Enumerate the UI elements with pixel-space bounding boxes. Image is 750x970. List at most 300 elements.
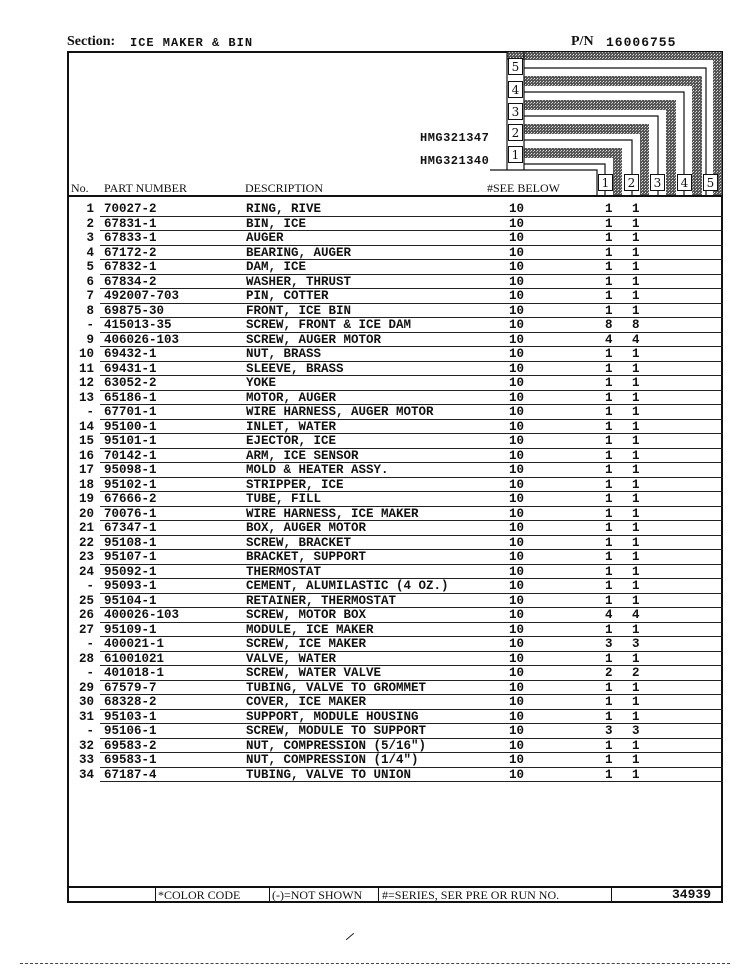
table-row — [70, 681, 723, 696]
row-part-number: 67579-7 — [104, 680, 157, 695]
row-description: STRIPPER, ICE — [246, 477, 344, 492]
row-qty-series-1: 1 — [605, 593, 613, 608]
row-see-below: 10 — [509, 608, 525, 622]
row-part-number: 400026-103 — [104, 608, 180, 622]
row-description: SCREW, WATER VALVE — [246, 666, 382, 680]
row-part-number: 70076-1 — [104, 506, 157, 521]
table-row — [70, 478, 723, 493]
table-row — [70, 652, 723, 667]
row-qty-series-1: 1 — [605, 231, 613, 245]
row-part-number: 67834-2 — [104, 274, 157, 289]
row-qty-series-2: 1 — [632, 463, 640, 477]
row-qty-series-2: 1 — [632, 622, 640, 637]
row-see-below: 10 — [509, 405, 525, 419]
row-part-number: 95092-1 — [104, 564, 157, 579]
table-row — [70, 637, 723, 652]
series-box-left-3: 3 — [508, 103, 523, 120]
row-qty-series-1: 1 — [605, 434, 613, 448]
footer-page-number: 34939 — [672, 887, 712, 902]
row-part-number: 95106-1 — [104, 724, 157, 738]
row-description: PIN, COTTER — [246, 289, 329, 303]
scan-bottom-edge — [20, 963, 730, 964]
row-qty-series-1: 1 — [605, 477, 613, 492]
row-item-number: 12 — [78, 376, 94, 390]
row-description: RING, RIVE — [246, 202, 322, 216]
parts-table — [70, 202, 723, 782]
row-description: NUT, COMPRESSION (5/16") — [246, 738, 427, 753]
table-row — [70, 347, 723, 362]
table-row — [70, 362, 723, 377]
row-qty-series-1: 1 — [605, 753, 613, 767]
row-item-number: 24 — [78, 564, 94, 579]
row-qty-series-2: 1 — [632, 738, 640, 753]
row-item-number: 13 — [78, 390, 94, 405]
row-item-number: 16 — [78, 448, 94, 463]
row-qty-series-1: 8 — [605, 318, 613, 332]
row-see-below: 10 — [509, 448, 525, 463]
table-row — [70, 579, 723, 594]
row-item-number: 28 — [78, 651, 94, 666]
row-item-number: 30 — [78, 695, 94, 709]
row-part-number: 68328-2 — [104, 695, 157, 709]
footer-divider-3 — [378, 888, 379, 903]
row-description: SCREW, MOTOR BOX — [246, 608, 367, 622]
row-see-below: 10 — [509, 303, 525, 318]
row-item-number: 2 — [86, 216, 94, 231]
row-qty-series-2: 1 — [632, 550, 640, 564]
row-description: RETAINER, THERMOSTAT — [246, 593, 397, 608]
row-part-number: 95103-1 — [104, 709, 157, 724]
series-box-left-1: 1 — [508, 146, 523, 163]
series-key-graphic — [0, 0, 750, 200]
row-part-number: 415013-35 — [104, 318, 172, 332]
model-number-1: HMG321347 — [420, 131, 490, 145]
row-description: SCREW, BRACKET — [246, 535, 352, 550]
row-description: COVER, ICE MAKER — [246, 695, 367, 709]
row-item-number: - — [86, 318, 94, 332]
table-row — [70, 202, 723, 217]
section-value: ICE MAKER & BIN — [130, 36, 254, 50]
table-row — [70, 724, 723, 739]
row-qty-series-2: 1 — [632, 506, 640, 521]
table-row — [70, 753, 723, 768]
row-qty-series-1: 4 — [605, 332, 613, 347]
row-description: BOX, AUGER MOTOR — [246, 521, 367, 535]
row-see-below: 10 — [509, 463, 525, 477]
row-qty-series-1: 3 — [605, 724, 613, 738]
row-qty-series-1: 1 — [605, 260, 613, 274]
table-row — [70, 449, 723, 464]
row-see-below: 10 — [509, 564, 525, 579]
row-part-number: 67701-1 — [104, 405, 157, 419]
row-qty-series-1: 1 — [605, 579, 613, 593]
row-qty-series-2: 1 — [632, 535, 640, 550]
series-box-left-2: 2 — [508, 124, 523, 141]
row-see-below: 10 — [509, 651, 525, 666]
row-part-number: 400021-1 — [104, 637, 165, 651]
row-qty-series-1: 4 — [605, 608, 613, 622]
row-description: SCREW, MODULE TO SUPPORT — [246, 724, 427, 738]
row-part-number: 70027-2 — [104, 202, 157, 216]
row-description: BRACKET, SUPPORT — [246, 550, 367, 564]
series-box-bottom-2: 2 — [624, 174, 639, 191]
row-qty-series-1: 1 — [605, 564, 613, 579]
row-part-number: 70142-1 — [104, 448, 157, 463]
row-description: WIRE HARNESS, AUGER MOTOR — [246, 405, 434, 419]
row-qty-series-1: 1 — [605, 463, 613, 477]
row-item-number: - — [86, 724, 94, 738]
row-part-number: 63052-2 — [104, 376, 157, 390]
table-row — [70, 376, 723, 391]
table-row — [70, 391, 723, 406]
row-item-number: 10 — [78, 347, 94, 361]
row-qty-series-2: 1 — [632, 492, 640, 506]
row-see-below: 10 — [509, 347, 525, 361]
series-box-left-5: 5 — [508, 58, 523, 75]
row-qty-series-2: 1 — [632, 579, 640, 593]
row-part-number: 69583-2 — [104, 738, 157, 753]
footer-color-code: *COLOR CODE — [158, 888, 241, 902]
row-description: EJECTOR, ICE — [246, 434, 337, 448]
row-part-number: 67347-1 — [104, 521, 157, 535]
row-description: VALVE, WATER — [246, 651, 337, 666]
row-description: SCREW, FRONT & ICE DAM — [246, 318, 412, 332]
row-description: TUBING, VALVE TO GROMMET — [246, 680, 427, 695]
table-row — [70, 318, 723, 333]
row-item-number: 14 — [78, 419, 94, 434]
row-qty-series-1: 1 — [605, 738, 613, 753]
table-row — [70, 492, 723, 507]
row-description: FRONT, ICE BIN — [246, 303, 352, 318]
row-qty-series-1: 1 — [605, 202, 613, 216]
row-part-number: 67832-1 — [104, 260, 157, 274]
row-item-number: 32 — [78, 738, 94, 753]
row-see-below: 10 — [509, 709, 525, 724]
table-row — [70, 231, 723, 246]
row-see-below: 10 — [509, 695, 525, 709]
footer-not-shown: (-)=NOT SHOWN — [272, 888, 363, 902]
table-row — [70, 739, 723, 754]
row-see-below: 10 — [509, 231, 525, 245]
table-row — [70, 507, 723, 522]
row-description: AUGER — [246, 231, 284, 245]
table-row — [70, 536, 723, 551]
row-see-below: 10 — [509, 579, 525, 593]
row-item-number: 5 — [86, 260, 94, 274]
table-row — [70, 217, 723, 232]
row-qty-series-1: 1 — [605, 361, 613, 376]
table-row — [70, 768, 723, 783]
row-qty-series-2: 1 — [632, 274, 640, 289]
row-description: MOLD & HEATER ASSY. — [246, 463, 389, 477]
row-see-below: 10 — [509, 318, 525, 332]
row-qty-series-2: 1 — [632, 695, 640, 709]
row-qty-series-2: 3 — [632, 637, 640, 651]
row-description: ARM, ICE SENSOR — [246, 448, 359, 463]
table-row — [70, 521, 723, 536]
row-description: SCREW, AUGER MOTOR — [246, 332, 382, 347]
row-qty-series-2: 1 — [632, 709, 640, 724]
table-row — [70, 623, 723, 638]
row-item-number: 23 — [78, 550, 94, 564]
row-qty-series-2: 3 — [632, 724, 640, 738]
row-item-number: 7 — [86, 289, 94, 303]
pn-value: 16006755 — [606, 35, 677, 50]
row-qty-series-2: 1 — [632, 361, 640, 376]
row-qty-series-2: 1 — [632, 245, 640, 260]
row-qty-series-1: 1 — [605, 376, 613, 390]
row-qty-series-1: 1 — [605, 419, 613, 434]
row-see-below: 10 — [509, 216, 525, 231]
row-item-number: 25 — [78, 593, 94, 608]
row-see-below: 10 — [509, 376, 525, 390]
row-part-number: 67666-2 — [104, 492, 157, 506]
table-row — [70, 420, 723, 435]
row-qty-series-1: 1 — [605, 448, 613, 463]
row-item-number: 15 — [78, 434, 94, 448]
footer-divider-4 — [611, 888, 612, 903]
row-part-number: 67831-1 — [104, 216, 157, 231]
row-qty-series-2: 1 — [632, 347, 640, 361]
series-box-bottom-4: 4 — [677, 174, 692, 191]
row-see-below: 10 — [509, 477, 525, 492]
row-description: DAM, ICE — [246, 260, 307, 274]
row-qty-series-2: 1 — [632, 521, 640, 535]
row-qty-series-2: 1 — [632, 390, 640, 405]
row-see-below: 10 — [509, 245, 525, 260]
row-see-below: 10 — [509, 390, 525, 405]
row-part-number: 67172-2 — [104, 245, 157, 260]
row-item-number: 33 — [78, 753, 94, 767]
row-qty-series-1: 3 — [605, 637, 613, 651]
row-qty-series-2: 1 — [632, 434, 640, 448]
row-see-below: 10 — [509, 506, 525, 521]
row-part-number: 95101-1 — [104, 434, 157, 448]
row-description: WIRE HARNESS, ICE MAKER — [246, 506, 419, 521]
row-see-below: 10 — [509, 550, 525, 564]
table-row — [70, 550, 723, 565]
table-row — [70, 666, 723, 681]
row-item-number: - — [86, 405, 94, 419]
row-see-below: 10 — [509, 637, 525, 651]
row-part-number: 492007-703 — [104, 289, 180, 303]
scan-mark — [346, 933, 354, 940]
row-qty-series-2: 1 — [632, 477, 640, 492]
row-qty-series-2: 1 — [632, 405, 640, 419]
row-description: SCREW, ICE MAKER — [246, 637, 367, 651]
row-qty-series-1: 1 — [605, 550, 613, 564]
row-qty-series-2: 1 — [632, 231, 640, 245]
row-item-number: 6 — [86, 274, 94, 289]
row-qty-series-1: 1 — [605, 767, 613, 782]
row-part-number: 95108-1 — [104, 535, 157, 550]
row-see-below: 10 — [509, 274, 525, 289]
row-part-number: 67187-4 — [104, 767, 157, 782]
row-qty-series-2: 4 — [632, 608, 640, 622]
row-qty-series-2: 1 — [632, 564, 640, 579]
row-item-number: 11 — [78, 361, 94, 376]
row-part-number: 95109-1 — [104, 622, 157, 637]
row-qty-series-1: 2 — [605, 666, 613, 680]
footer-series-note: #=SERIES, SER PRE OR RUN NO. — [382, 888, 560, 902]
row-see-below: 10 — [509, 622, 525, 637]
row-part-number: 69432-1 — [104, 347, 157, 361]
row-qty-series-1: 1 — [605, 695, 613, 709]
row-description: THERMOSTAT — [246, 564, 322, 579]
row-description: MOTOR, AUGER — [246, 390, 337, 405]
row-description: BEARING, AUGER — [246, 245, 352, 260]
row-part-number: 61001021 — [104, 651, 165, 666]
row-item-number: 21 — [78, 521, 94, 535]
row-part-number: 67833-1 — [104, 231, 157, 245]
row-qty-series-1: 1 — [605, 535, 613, 550]
row-see-below: 10 — [509, 738, 525, 753]
row-rule — [100, 781, 723, 782]
column-header-description: DESCRIPTION — [245, 181, 324, 195]
row-description: TUBING, VALVE TO UNION — [246, 767, 412, 782]
row-see-below: 10 — [509, 521, 525, 535]
row-qty-series-1: 1 — [605, 390, 613, 405]
row-qty-series-1: 1 — [605, 651, 613, 666]
row-item-number: 22 — [78, 535, 94, 550]
row-see-below: 10 — [509, 593, 525, 608]
row-description: TUBE, FILL — [246, 492, 322, 506]
row-see-below: 10 — [509, 434, 525, 448]
row-description: YOKE — [246, 376, 277, 390]
row-qty-series-1: 1 — [605, 405, 613, 419]
row-part-number: 95100-1 — [104, 419, 157, 434]
row-qty-series-2: 1 — [632, 680, 640, 695]
series-box-bottom-3: 3 — [650, 174, 665, 191]
row-see-below: 10 — [509, 680, 525, 695]
row-item-number: - — [86, 579, 94, 593]
row-part-number: 69583-1 — [104, 753, 157, 767]
row-qty-series-1: 1 — [605, 521, 613, 535]
row-qty-series-1: 1 — [605, 216, 613, 231]
row-qty-series-1: 1 — [605, 492, 613, 506]
row-item-number: 8 — [86, 303, 94, 318]
row-qty-series-2: 1 — [632, 216, 640, 231]
row-part-number: 401018-1 — [104, 666, 165, 680]
row-item-number: - — [86, 637, 94, 651]
row-qty-series-2: 1 — [632, 303, 640, 318]
row-part-number: 69875-30 — [104, 303, 165, 318]
footer-divider-2 — [269, 888, 270, 903]
row-item-number: 29 — [78, 680, 94, 695]
table-row — [70, 333, 723, 348]
row-part-number: 95098-1 — [104, 463, 157, 477]
row-item-number: - — [86, 666, 94, 680]
row-description: SLEEVE, BRASS — [246, 361, 344, 376]
row-part-number: 95104-1 — [104, 593, 157, 608]
row-see-below: 10 — [509, 419, 525, 434]
row-part-number: 406026-103 — [104, 332, 180, 347]
row-item-number: 3 — [86, 231, 94, 245]
row-part-number: 95107-1 — [104, 550, 157, 564]
series-box-bottom-1: 1 — [598, 174, 613, 191]
row-qty-series-1: 1 — [605, 622, 613, 637]
footer-divider-1 — [155, 888, 156, 903]
row-qty-series-2: 1 — [632, 651, 640, 666]
row-qty-series-2: 1 — [632, 202, 640, 216]
row-description: WASHER, THRUST — [246, 274, 352, 289]
table-row — [70, 275, 723, 290]
table-row — [70, 246, 723, 261]
table-row — [70, 608, 723, 623]
row-description: NUT, BRASS — [246, 347, 322, 361]
table-row — [70, 565, 723, 580]
row-qty-series-2: 4 — [632, 332, 640, 347]
row-item-number: 9 — [86, 332, 94, 347]
table-row — [70, 434, 723, 449]
row-see-below: 10 — [509, 289, 525, 303]
row-see-below: 10 — [509, 666, 525, 680]
row-item-number: 18 — [78, 477, 94, 492]
row-see-below: 10 — [509, 260, 525, 274]
table-row — [70, 463, 723, 478]
row-item-number: 4 — [86, 245, 94, 260]
row-qty-series-2: 1 — [632, 260, 640, 274]
row-part-number: 95102-1 — [104, 477, 157, 492]
row-qty-series-1: 1 — [605, 303, 613, 318]
series-box-bottom-5: 5 — [703, 174, 718, 191]
row-description: BIN, ICE — [246, 216, 307, 231]
column-header-see-below: #SEE BELOW — [487, 181, 560, 195]
section-label: Section: — [67, 34, 116, 49]
row-qty-series-2: 1 — [632, 419, 640, 434]
row-description: NUT, COMPRESSION (1/4") — [246, 753, 419, 767]
row-part-number: 69431-1 — [104, 361, 157, 376]
row-qty-series-1: 1 — [605, 347, 613, 361]
row-qty-series-2: 1 — [632, 448, 640, 463]
row-description: INLET, WATER — [246, 419, 337, 434]
column-header-part-number: PART NUMBER — [104, 181, 187, 195]
table-row — [70, 405, 723, 420]
model-number-2: HMG321340 — [420, 154, 490, 168]
row-qty-series-2: 8 — [632, 318, 640, 332]
row-item-number: 31 — [78, 709, 94, 724]
row-see-below: 10 — [509, 332, 525, 347]
row-qty-series-1: 1 — [605, 289, 613, 303]
row-qty-series-1: 1 — [605, 506, 613, 521]
row-see-below: 10 — [509, 492, 525, 506]
table-row — [70, 260, 723, 275]
row-qty-series-2: 1 — [632, 767, 640, 782]
row-item-number: 27 — [78, 622, 94, 637]
row-see-below: 10 — [509, 202, 525, 216]
table-row — [70, 594, 723, 609]
row-qty-series-1: 1 — [605, 245, 613, 260]
row-qty-series-2: 1 — [632, 593, 640, 608]
table-row — [70, 695, 723, 710]
pn-label: P/N — [571, 34, 594, 49]
table-row — [70, 710, 723, 725]
row-qty-series-2: 2 — [632, 666, 640, 680]
row-see-below: 10 — [509, 361, 525, 376]
row-see-below: 10 — [509, 767, 525, 782]
row-item-number: 34 — [78, 767, 94, 782]
row-item-number: 17 — [78, 463, 94, 477]
row-item-number: 19 — [78, 492, 94, 506]
row-qty-series-2: 1 — [632, 289, 640, 303]
table-row — [70, 289, 723, 304]
row-qty-series-2: 1 — [632, 376, 640, 390]
row-qty-series-1: 1 — [605, 274, 613, 289]
row-item-number: 20 — [78, 506, 94, 521]
row-qty-series-1: 1 — [605, 680, 613, 695]
row-description: MODULE, ICE MAKER — [246, 622, 374, 637]
series-box-left-4: 4 — [508, 81, 523, 98]
